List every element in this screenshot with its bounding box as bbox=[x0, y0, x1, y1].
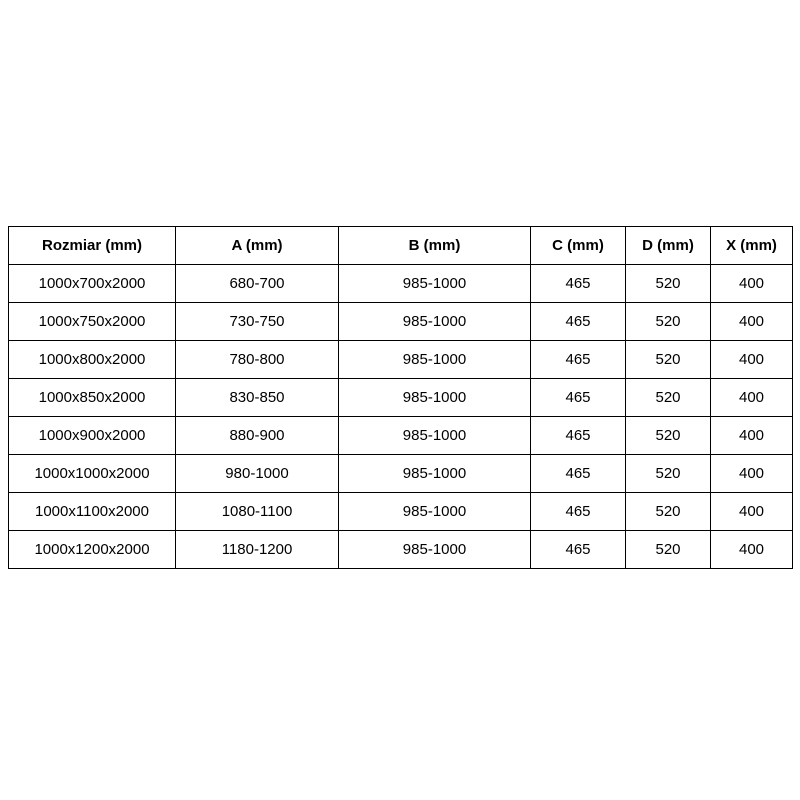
table-cell-b: 985-1000 bbox=[339, 379, 531, 417]
table-cell-a: 980-1000 bbox=[176, 455, 339, 493]
size-spec-table bbox=[8, 226, 793, 569]
table-cell-b: 985-1000 bbox=[339, 531, 531, 569]
table-cell-x: 400 bbox=[711, 493, 793, 531]
table-cell-a: 730-750 bbox=[176, 303, 339, 341]
header-x: X (mm) bbox=[711, 227, 793, 265]
header-b: B (mm) bbox=[339, 227, 531, 265]
table-cell-d: 520 bbox=[626, 341, 711, 379]
table-cell-c: 465 bbox=[531, 303, 626, 341]
table-cell-b: 985-1000 bbox=[339, 493, 531, 531]
table-cell-rozmiar: 1000x700x2000 bbox=[9, 265, 176, 303]
table-cell-rozmiar: 1000x1000x2000 bbox=[9, 455, 176, 493]
table-cell-x: 400 bbox=[711, 265, 793, 303]
table-cell-c: 465 bbox=[531, 265, 626, 303]
table-cell-d: 520 bbox=[626, 455, 711, 493]
header-c: C (mm) bbox=[531, 227, 626, 265]
table-cell-rozmiar: 1000x900x2000 bbox=[9, 417, 176, 455]
table-cell-b: 985-1000 bbox=[339, 265, 531, 303]
table-cell-a: 780-800 bbox=[176, 341, 339, 379]
table-cell-c: 465 bbox=[531, 341, 626, 379]
table-cell-x: 400 bbox=[711, 417, 793, 455]
table-cell-x: 400 bbox=[711, 531, 793, 569]
table-cell-b: 985-1000 bbox=[339, 341, 531, 379]
table-cell-rozmiar: 1000x800x2000 bbox=[9, 341, 176, 379]
table-cell-d: 520 bbox=[626, 493, 711, 531]
table-row bbox=[9, 531, 793, 569]
table-cell-rozmiar: 1000x850x2000 bbox=[9, 379, 176, 417]
table-cell-d: 520 bbox=[626, 379, 711, 417]
table-row bbox=[9, 379, 793, 417]
table-row bbox=[9, 417, 793, 455]
table-cell-a: 830-850 bbox=[176, 379, 339, 417]
table-header-row bbox=[9, 227, 793, 265]
table-cell-a: 1180-1200 bbox=[176, 531, 339, 569]
table-cell-a: 680-700 bbox=[176, 265, 339, 303]
table-row bbox=[9, 303, 793, 341]
table-cell-rozmiar: 1000x1200x2000 bbox=[9, 531, 176, 569]
table-row bbox=[9, 265, 793, 303]
table-cell-d: 520 bbox=[626, 303, 711, 341]
table-cell-d: 520 bbox=[626, 417, 711, 455]
header-rozmiar: Rozmiar (mm) bbox=[9, 227, 176, 265]
table-cell-a: 880-900 bbox=[176, 417, 339, 455]
header-a: A (mm) bbox=[176, 227, 339, 265]
table-cell-x: 400 bbox=[711, 341, 793, 379]
table-row bbox=[9, 455, 793, 493]
table-cell-rozmiar: 1000x1100x2000 bbox=[9, 493, 176, 531]
table-cell-c: 465 bbox=[531, 493, 626, 531]
table-cell-c: 465 bbox=[531, 417, 626, 455]
header-d: D (mm) bbox=[626, 227, 711, 265]
table-cell-b: 985-1000 bbox=[339, 303, 531, 341]
table-cell-c: 465 bbox=[531, 455, 626, 493]
table-cell-x: 400 bbox=[711, 455, 793, 493]
table-cell-a: 1080-1100 bbox=[176, 493, 339, 531]
table-cell-d: 520 bbox=[626, 531, 711, 569]
table-cell-c: 465 bbox=[531, 379, 626, 417]
table-cell-rozmiar: 1000x750x2000 bbox=[9, 303, 176, 341]
table-cell-b: 985-1000 bbox=[339, 417, 531, 455]
table-row bbox=[9, 341, 793, 379]
table-cell-b: 985-1000 bbox=[339, 455, 531, 493]
table-cell-d: 520 bbox=[626, 265, 711, 303]
table-cell-x: 400 bbox=[711, 303, 793, 341]
table-cell-c: 465 bbox=[531, 531, 626, 569]
table-cell-x: 400 bbox=[711, 379, 793, 417]
table-row bbox=[9, 493, 793, 531]
